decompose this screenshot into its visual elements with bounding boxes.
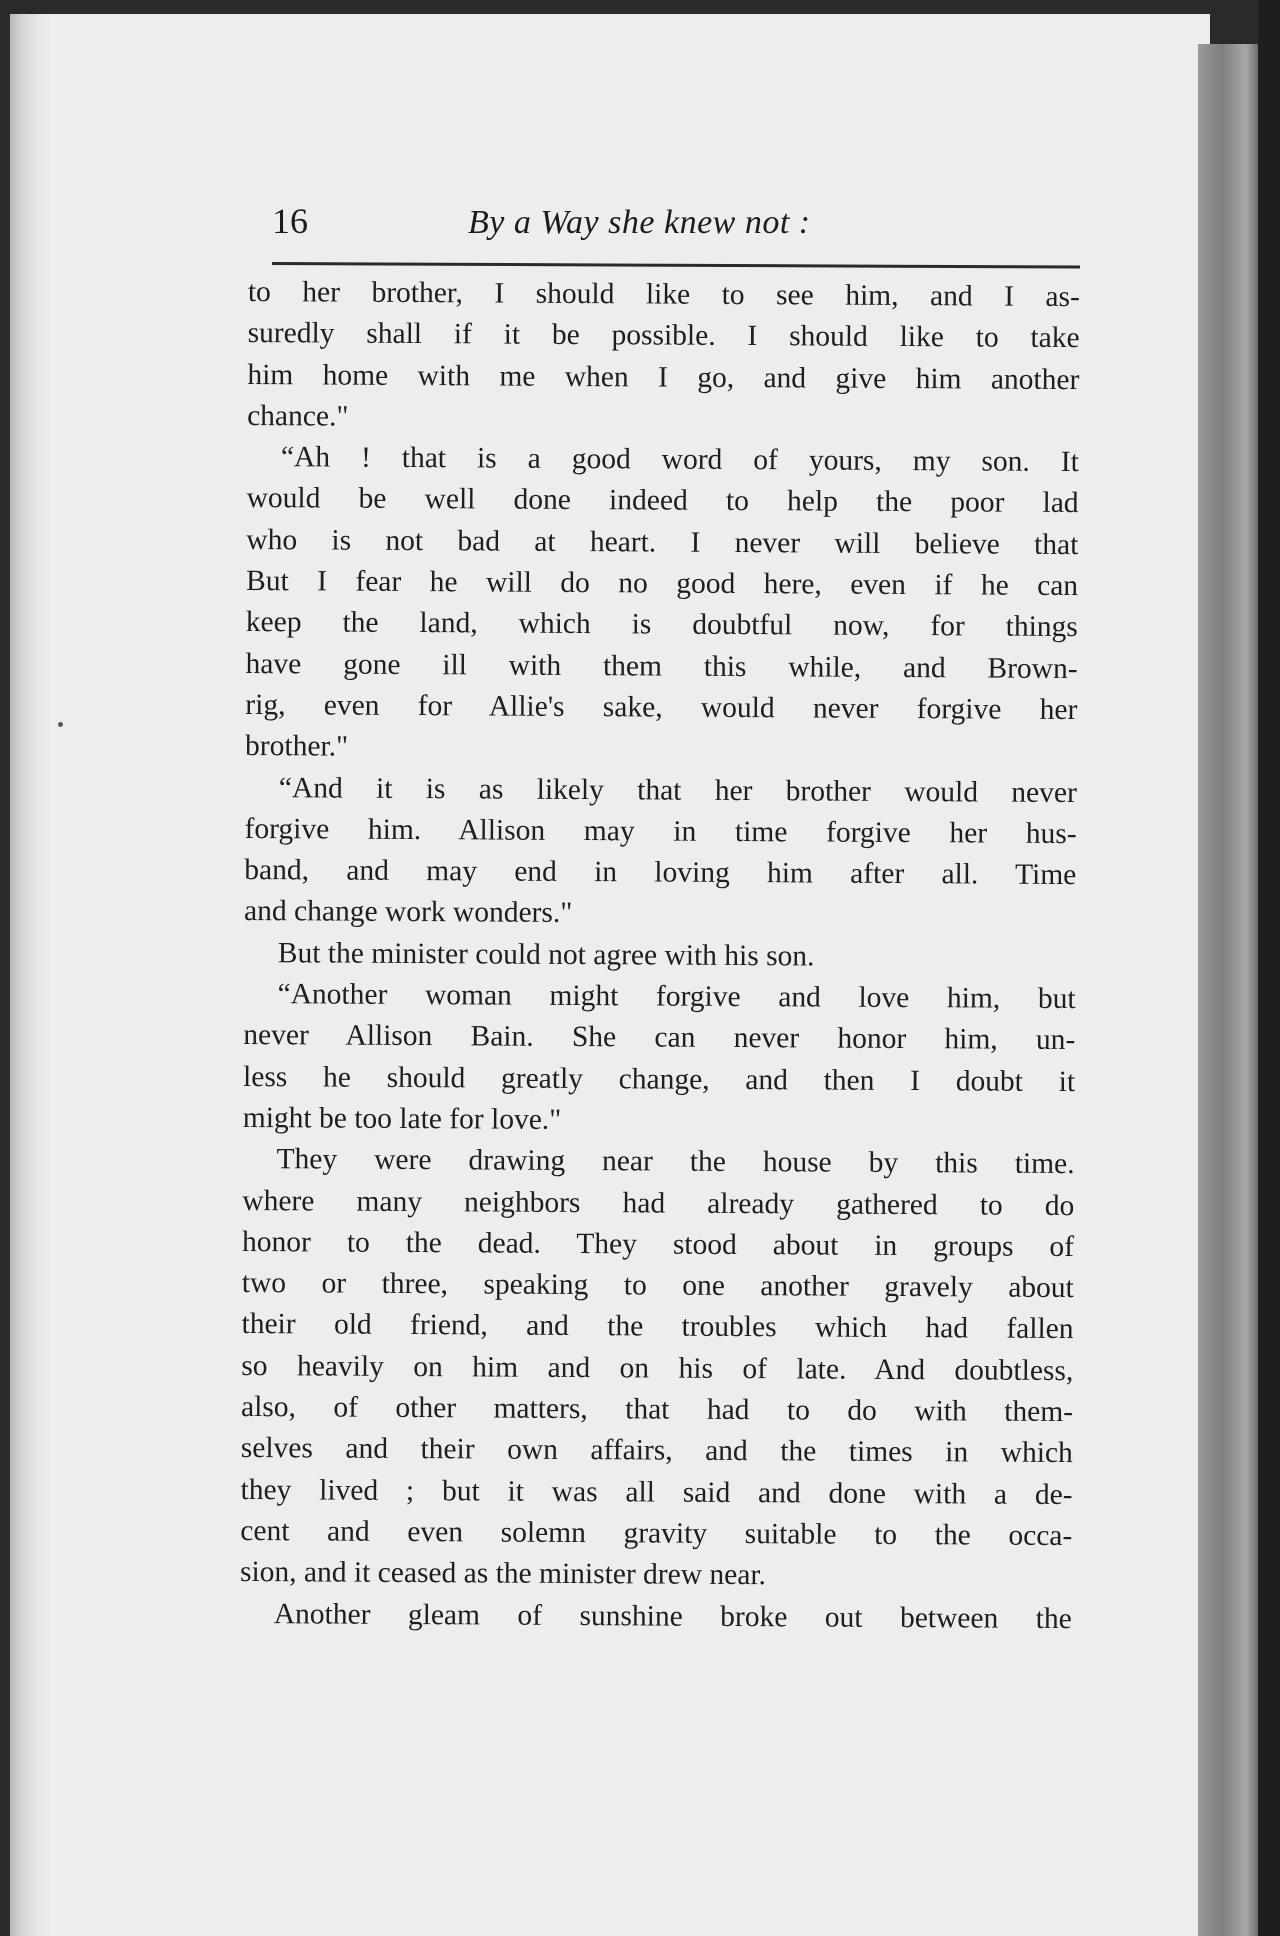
text-line: him home with me when I go, and give him another	[247, 358, 1080, 396]
text-line: chance."	[247, 399, 349, 433]
text-line: might be too late for love."	[242, 1101, 562, 1136]
text-line: sion, and it ceased as the minister drew near.	[239, 1556, 767, 1592]
text-line: and change work wonders."	[243, 895, 573, 930]
text-line: “Ah ! that is a good word of yours, my son. It	[280, 441, 1079, 479]
text-line: “And it is as likely that her brother would never	[278, 771, 1077, 809]
text-line: would be well done indeed to help the poor lad	[246, 482, 1079, 520]
text-line: two or three, speaking to one another gravely about	[241, 1267, 1074, 1305]
text-line: where many neighbors had already gathered to do	[242, 1184, 1075, 1222]
text-line: their old friend, and the troubles which had fallen	[241, 1308, 1074, 1346]
text-line: band, and may end in loving him after all. Time	[244, 854, 1077, 892]
text-line: cent and even solemn gravity suitable to the occa-	[240, 1514, 1073, 1552]
text-line: rig, even for Allie's sake, would never forgive her	[245, 688, 1078, 727]
text-line: But I fear he will do no good here, even if he can	[246, 565, 1079, 603]
ink-speck	[58, 722, 63, 727]
text-line: Another gleam of sunshine broke out between the	[273, 1597, 1072, 1635]
text-line: selves and their own affairs, and the times in which	[240, 1432, 1073, 1470]
text-line: have gone ill with them this while, and Brown-	[245, 647, 1078, 685]
text-line: honor to the dead. They stood about in groups of	[241, 1225, 1075, 1263]
text-line: to her brother, I should like to see him, and I as-	[247, 275, 1080, 314]
running-head-title: By a Way she knew not :	[468, 204, 811, 241]
text-line: They were drawing near the house by this time.	[276, 1143, 1075, 1181]
text-line: also, of other matters, that had to do with them-	[240, 1390, 1074, 1429]
page-number: 16	[272, 201, 308, 241]
text-line: so heavily on him and on his of late. And doubtless,	[241, 1349, 1074, 1387]
text-line: they lived ; but it was all said and done with a de-	[240, 1473, 1073, 1511]
text-line: But the minister could not agree with his son.	[277, 936, 815, 973]
running-head	[272, 200, 1072, 256]
text-line: never Allison Bain. She can never honor him, un-	[243, 1019, 1076, 1057]
text-line: suredly shall if it be possible. I should like to take	[247, 317, 1080, 355]
text-line: forgive him. Allison may in time forgive her hus-	[244, 812, 1077, 850]
text-line: brother."	[245, 730, 349, 763]
text-line: who is not bad at heart. I never will believe that	[246, 523, 1079, 561]
scanner-bed-right	[1258, 0, 1280, 1936]
book-gutter	[1198, 44, 1258, 1936]
page-edge-shadow	[10, 14, 50, 1936]
body-text	[240, 272, 1080, 1640]
text-line: less he should greatly change, and then I doubt it	[242, 1060, 1076, 1098]
text-line: “Another woman might forgive and love him, but	[277, 978, 1076, 1016]
text-line: keep the land, which is doubtful now, for things	[245, 606, 1078, 644]
